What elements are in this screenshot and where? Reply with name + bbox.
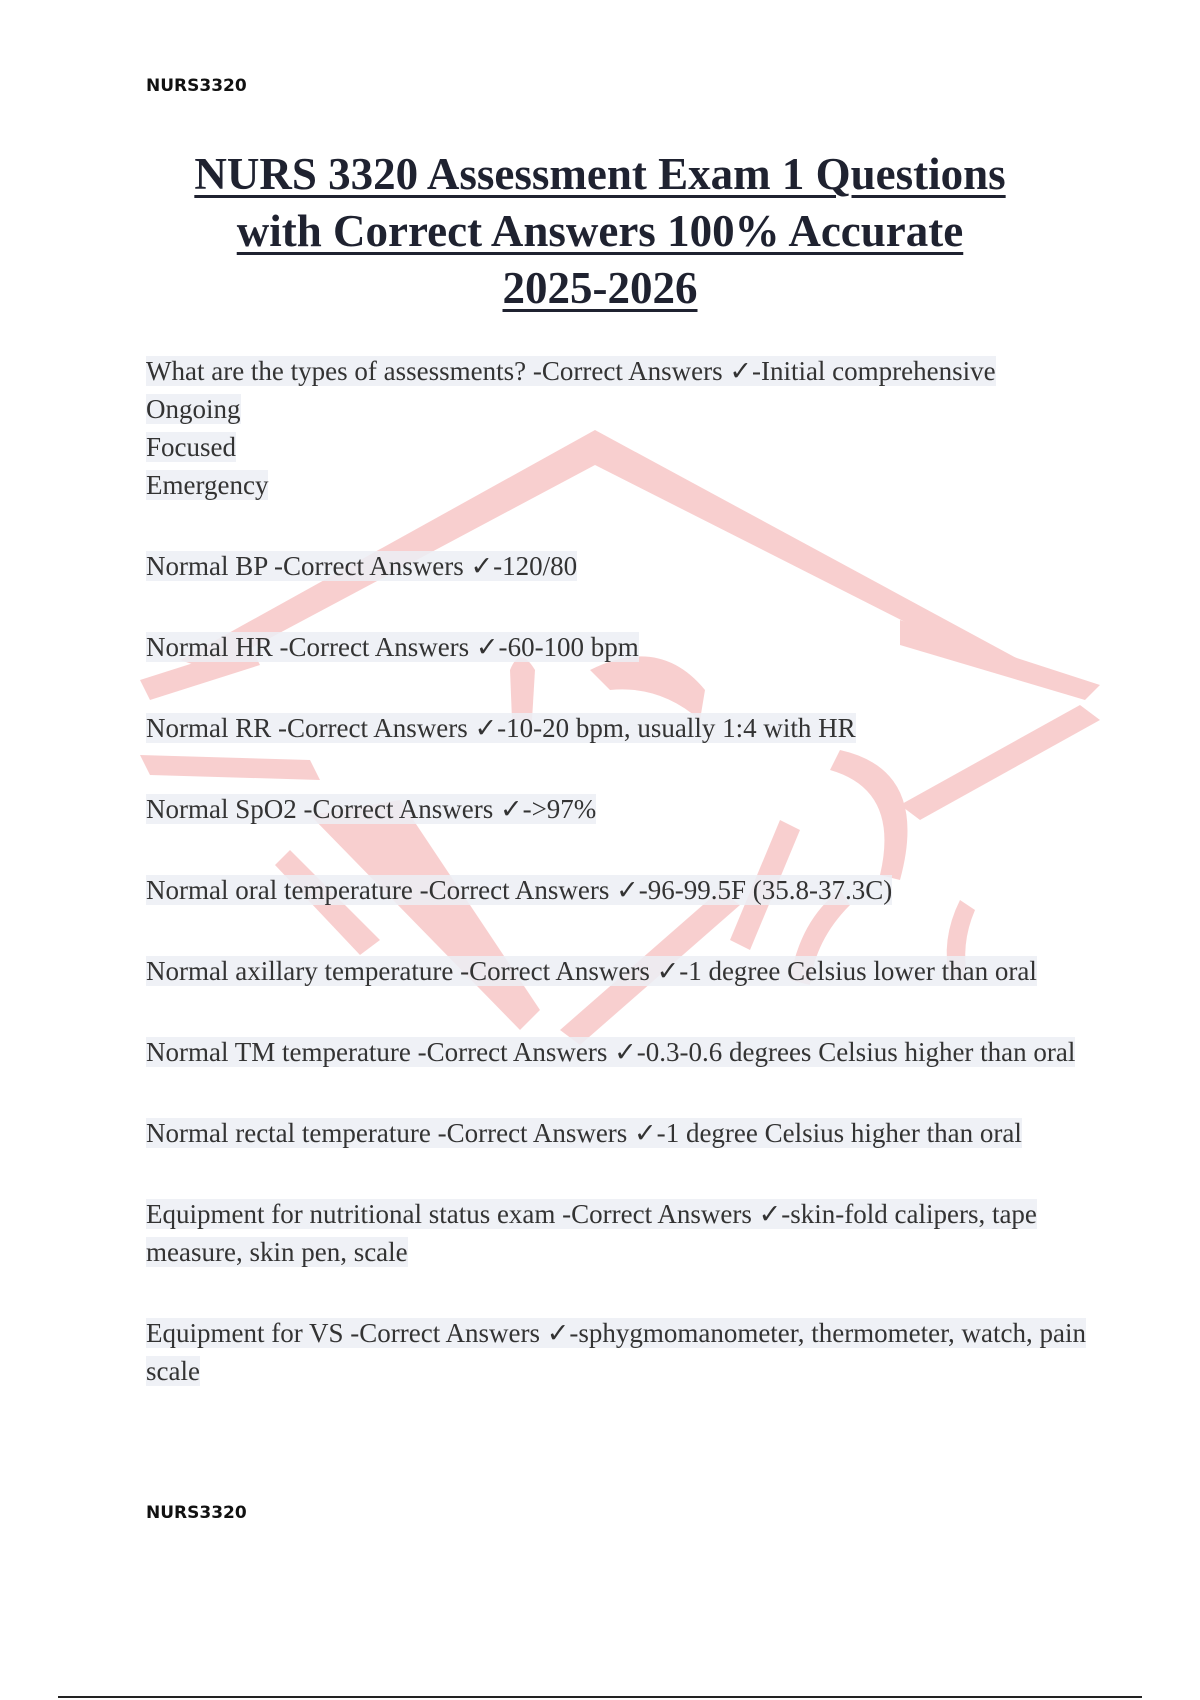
answer-text: 10-20 bpm, usually 1:4 with HR — [506, 713, 856, 743]
qa-item — [146, 352, 1086, 504]
answer-text: skin-fold calipers, tape measure, skin pen, scale — [146, 1199, 1037, 1267]
footer-course-code: NURS3320 — [146, 1503, 247, 1523]
answer-marker: -Correct Answers ✓- — [350, 1318, 579, 1348]
page-bottom-divider — [58, 1696, 1142, 1698]
question-text: What are the types of assessments? — [146, 356, 527, 386]
qa-item — [146, 628, 1086, 666]
answer-marker: -Correct Answers ✓- — [417, 1037, 646, 1067]
document-title — [100, 146, 1100, 317]
answer-line: Emergency — [146, 470, 269, 500]
answer-marker: -Correct Answers ✓- — [279, 632, 508, 662]
answer-text: 120/80 — [502, 551, 578, 581]
answer-text: sphygmomanometer, thermometer, watch, pain scale — [146, 1318, 1087, 1386]
question-text: Equipment for nutritional status exam — [146, 1199, 556, 1229]
qa-item — [146, 709, 1086, 747]
question-text: Normal oral temperature — [146, 875, 413, 905]
answer-text: >97% — [531, 794, 597, 824]
answer-marker: -Correct Answers ✓- — [532, 356, 761, 386]
question-text: Normal RR — [146, 713, 272, 743]
answer-text: 1 degree Celsius higher than oral — [665, 1118, 1022, 1148]
title-line: NURS 3320 Assessment Exam 1 Questions — [194, 149, 1006, 199]
answer-marker: -Correct Answers ✓- — [419, 875, 648, 905]
question-text: Normal TM temperature — [146, 1037, 411, 1067]
answer-text: 1 degree Celsius lower than oral — [688, 956, 1037, 986]
header-course-code: NURS3320 — [146, 76, 247, 96]
qa-item — [146, 1033, 1086, 1071]
question-text: Normal SpO2 — [146, 794, 297, 824]
qa-item — [146, 547, 1086, 585]
qa-item — [146, 1195, 1086, 1271]
answer-line: Ongoing — [146, 394, 241, 424]
answer-text: 96-99.5F (35.8-37.3C) — [647, 875, 893, 905]
question-text: Equipment for VS — [146, 1318, 344, 1348]
qa-item — [146, 871, 1086, 909]
answer-text: 0.3-0.6 degrees Celsius higher than oral — [645, 1037, 1076, 1067]
question-text: Normal axillary temperature — [146, 956, 454, 986]
title-line: with Correct Answers 100% Accurate — [236, 206, 964, 256]
qa-item — [146, 790, 1086, 828]
question-text: Normal HR — [146, 632, 273, 662]
answer-marker: -Correct Answers ✓- — [278, 713, 507, 743]
title-line: 2025-2026 — [502, 263, 698, 313]
qa-item — [146, 1114, 1086, 1152]
qa-item — [146, 952, 1086, 990]
answer-line: Focused — [146, 432, 236, 462]
answer-text: Initial comprehensive — [760, 356, 996, 386]
answer-marker: -Correct Answers ✓- — [437, 1118, 666, 1148]
question-text: Normal rectal temperature — [146, 1118, 431, 1148]
qa-item — [146, 1314, 1086, 1390]
qa-list — [146, 352, 1086, 1433]
answer-marker: -Correct Answers ✓- — [460, 956, 689, 986]
answer-text: 60-100 bpm — [507, 632, 639, 662]
answer-marker: -Correct Answers ✓- — [274, 551, 503, 581]
answer-marker: -Correct Answers ✓- — [562, 1199, 791, 1229]
question-text: Normal BP — [146, 551, 268, 581]
answer-marker: -Correct Answers ✓- — [303, 794, 532, 824]
